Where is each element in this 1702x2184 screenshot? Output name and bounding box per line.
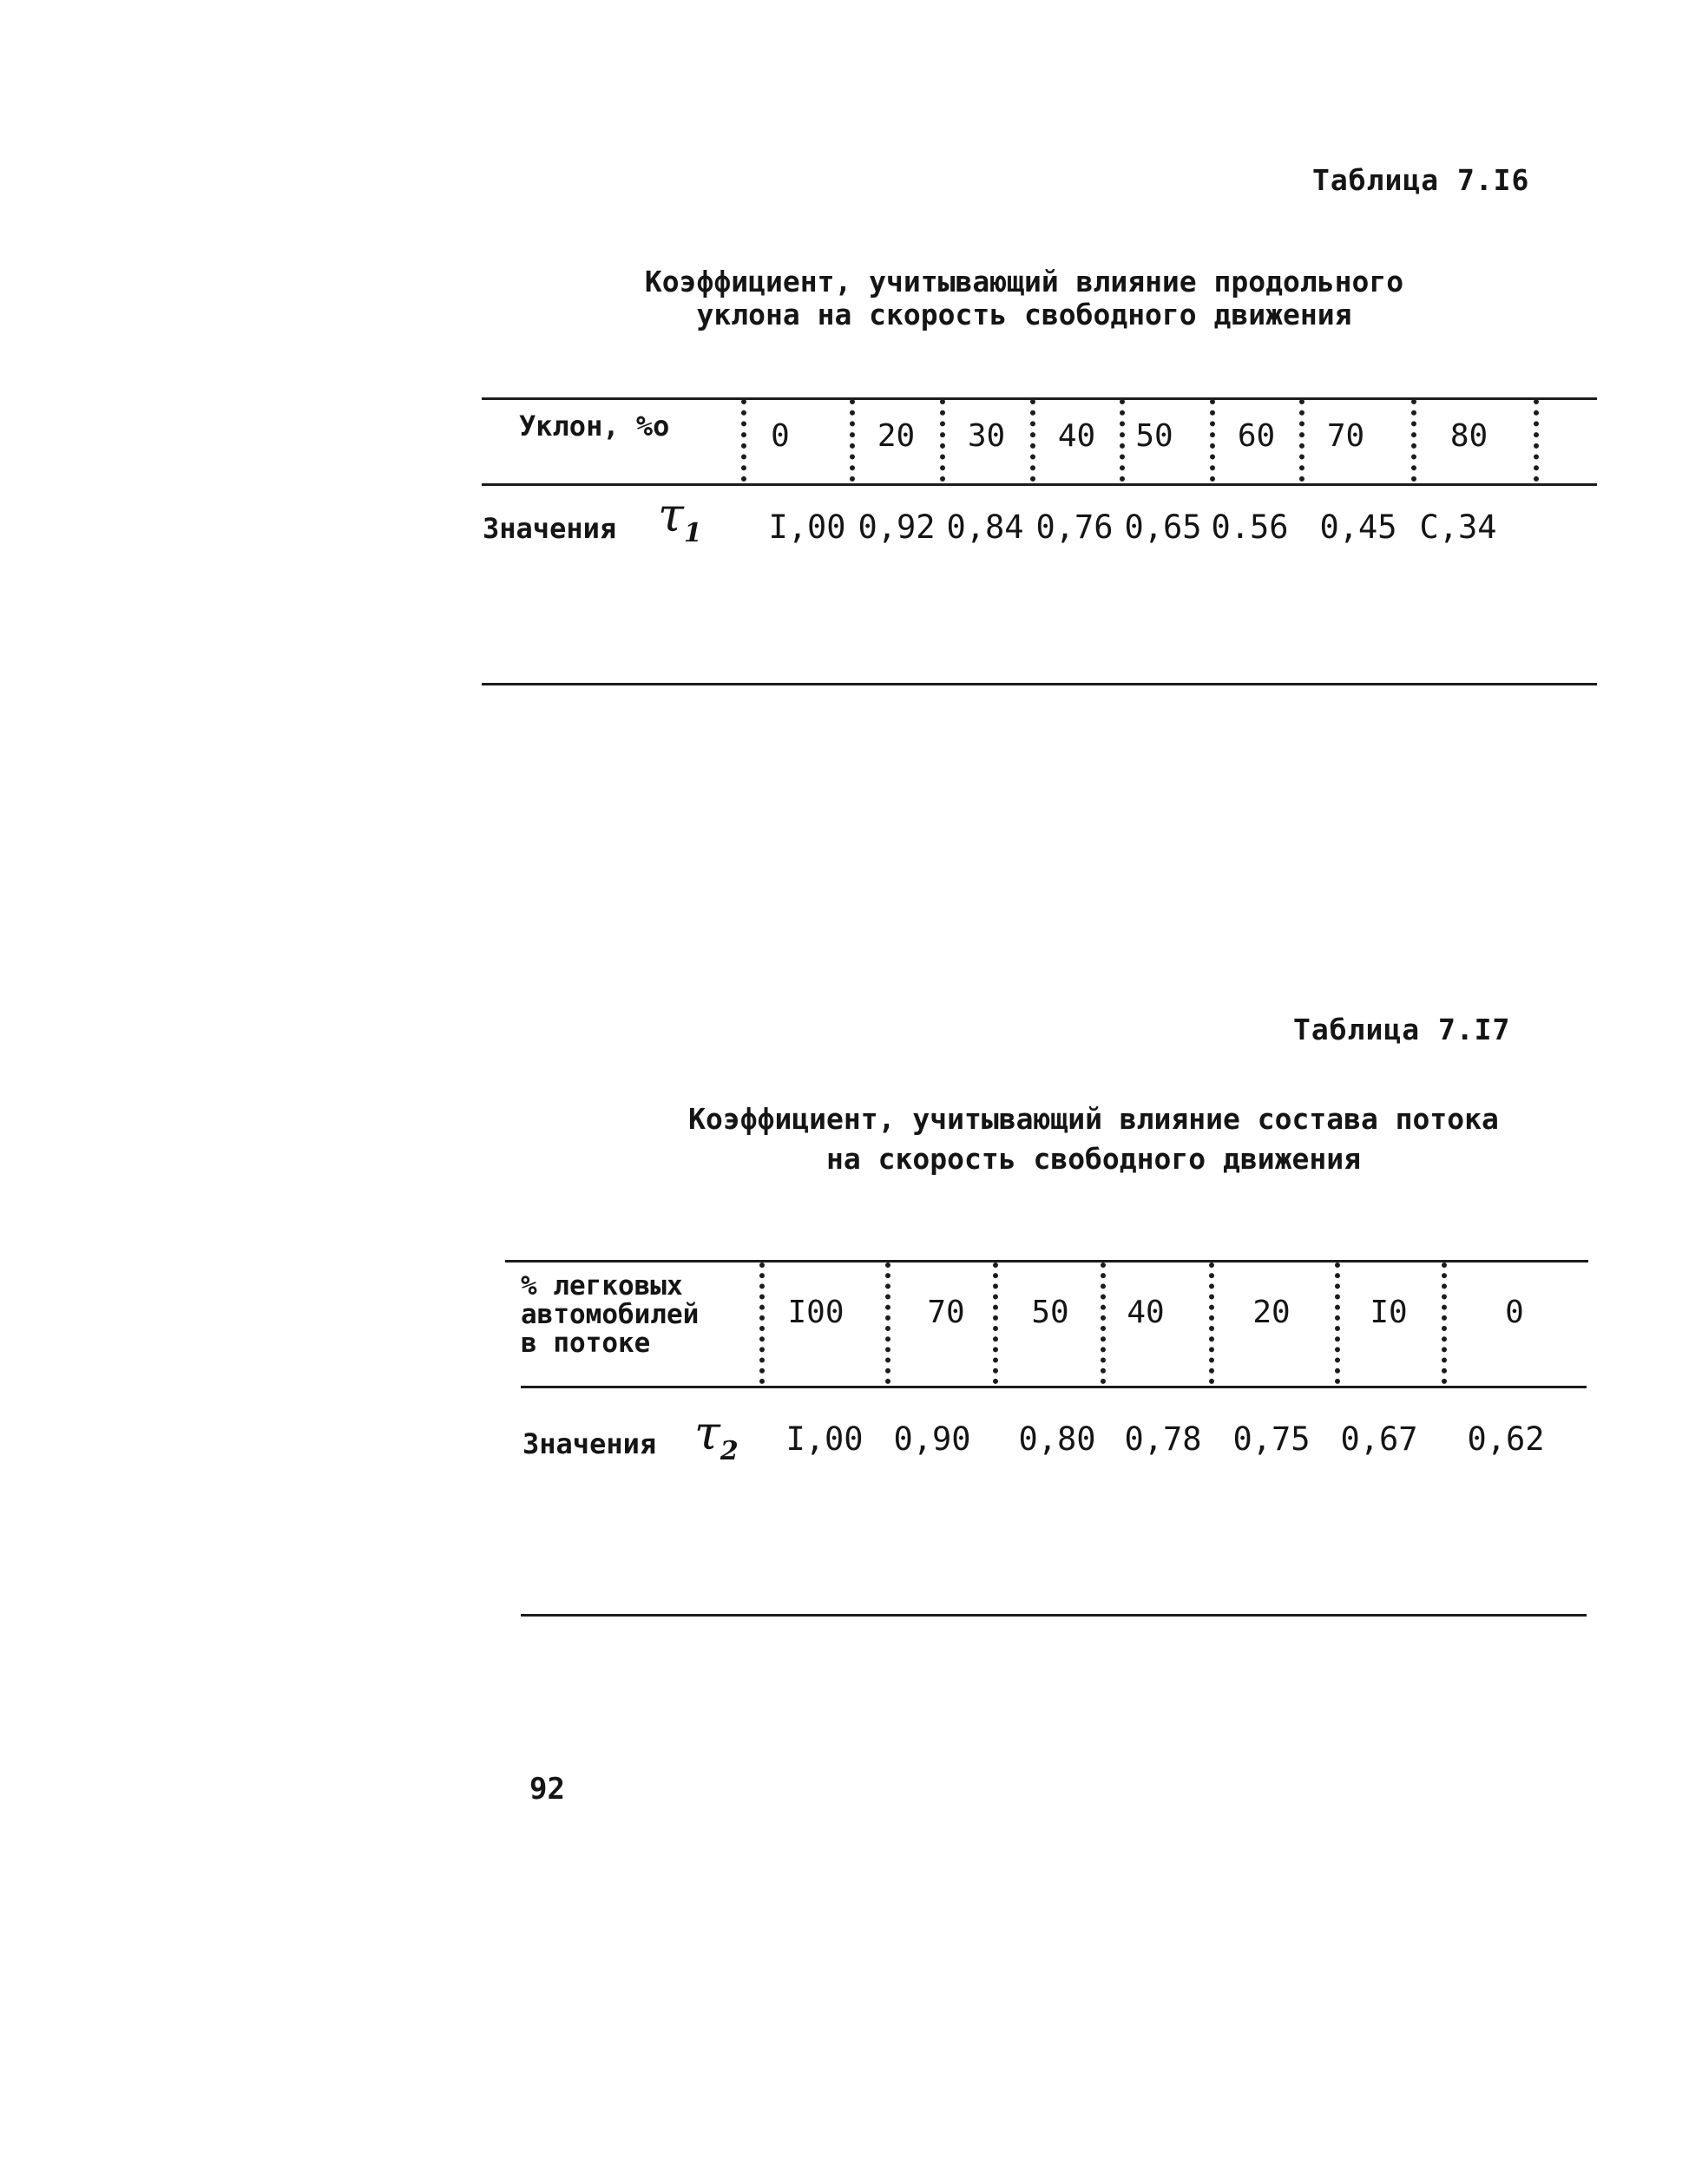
value-cell: 0,80 [1018, 1420, 1096, 1458]
header-cell: 20 [877, 418, 916, 454]
column-separator [1335, 1263, 1340, 1384]
value-cell: 0,78 [1124, 1420, 1202, 1458]
caption-line: Коэффициент, учитывающий влияние состава потока [688, 1102, 1499, 1136]
header-cell: 40 [1127, 1295, 1165, 1330]
column-separator [1209, 1263, 1214, 1384]
value-cell: 0,75 [1232, 1420, 1311, 1458]
table-top-rule [505, 1260, 1588, 1263]
caption-line: уклона на скорость свободного движения [696, 298, 1352, 331]
header-bottom-rule [521, 1386, 1587, 1388]
value-cell: 0,76 [1035, 508, 1114, 546]
header-cell: 50 [1135, 418, 1173, 454]
table-number: Таблица 7.I6 [1312, 163, 1530, 197]
header-cell: 0 [771, 418, 790, 454]
header-cell: 60 [1237, 418, 1276, 454]
table-caption [608, 1099, 1580, 1179]
header-bottom-rule [482, 483, 1597, 486]
value-cell: 0,45 [1319, 508, 1397, 546]
header-label-line: автомобилей [521, 1299, 700, 1330]
value-cell: 0.56 [1211, 508, 1289, 546]
table-top-rule [482, 397, 1597, 400]
column-separator [1442, 1263, 1447, 1384]
column-separator [940, 399, 945, 482]
table-bottom-rule [521, 1614, 1587, 1617]
header-label: Уклон, %о [519, 410, 670, 443]
header-cell: I00 [787, 1295, 844, 1330]
value-cell: 0,84 [946, 508, 1024, 546]
symbol-index: 1 [683, 517, 702, 548]
header-cell: 70 [1326, 418, 1365, 454]
table-caption [538, 266, 1510, 331]
symbol-letter: τ [658, 488, 684, 542]
caption-line: на скорость свободного движения [826, 1142, 1361, 1176]
column-separator [1534, 399, 1539, 482]
value-cell: 0,92 [858, 508, 936, 546]
column-separator [993, 1263, 998, 1384]
row-label: Значения [522, 1427, 657, 1460]
column-separator [850, 399, 855, 482]
value-cell: 0,62 [1467, 1420, 1545, 1458]
header-label-line: в потоке [521, 1328, 651, 1359]
table-number: Таблица 7.I7 [1293, 1013, 1511, 1046]
header-cell: 30 [967, 418, 1006, 454]
row-label: Значения [483, 512, 617, 545]
value-cell: 0,90 [893, 1420, 971, 1458]
header-label-line: % легковых [521, 1270, 683, 1302]
header-cell: 20 [1252, 1295, 1291, 1330]
value-cell: C,34 [1419, 508, 1497, 546]
header-cell: I0 [1370, 1295, 1408, 1330]
value-cell: I,00 [785, 1420, 864, 1458]
header-cell: 40 [1057, 418, 1096, 454]
header-cell: 50 [1031, 1295, 1069, 1330]
symbol-letter: τ [694, 1406, 720, 1460]
symbol-index: 2 [720, 1435, 739, 1466]
column-separator [741, 399, 746, 482]
column-separator [1299, 399, 1304, 482]
caption-line: Коэффициент, учитывающий влияние продольного [644, 265, 1404, 298]
header-cell: 0 [1505, 1295, 1524, 1330]
column-separator [1030, 399, 1035, 482]
header-label [521, 1272, 699, 1358]
value-cell: 0,65 [1124, 508, 1202, 546]
column-separator [1411, 399, 1416, 482]
tau-symbol [658, 488, 702, 548]
value-cell: I,00 [768, 508, 846, 546]
value-cell: 0,67 [1340, 1420, 1418, 1458]
table-bottom-rule [482, 683, 1597, 685]
column-separator [1210, 399, 1215, 482]
header-cell: 80 [1449, 418, 1488, 454]
page-number: 92 [529, 1772, 565, 1807]
header-cell: 70 [927, 1295, 965, 1330]
column-separator [759, 1263, 765, 1384]
tau-symbol [694, 1406, 739, 1466]
column-separator [885, 1263, 890, 1384]
